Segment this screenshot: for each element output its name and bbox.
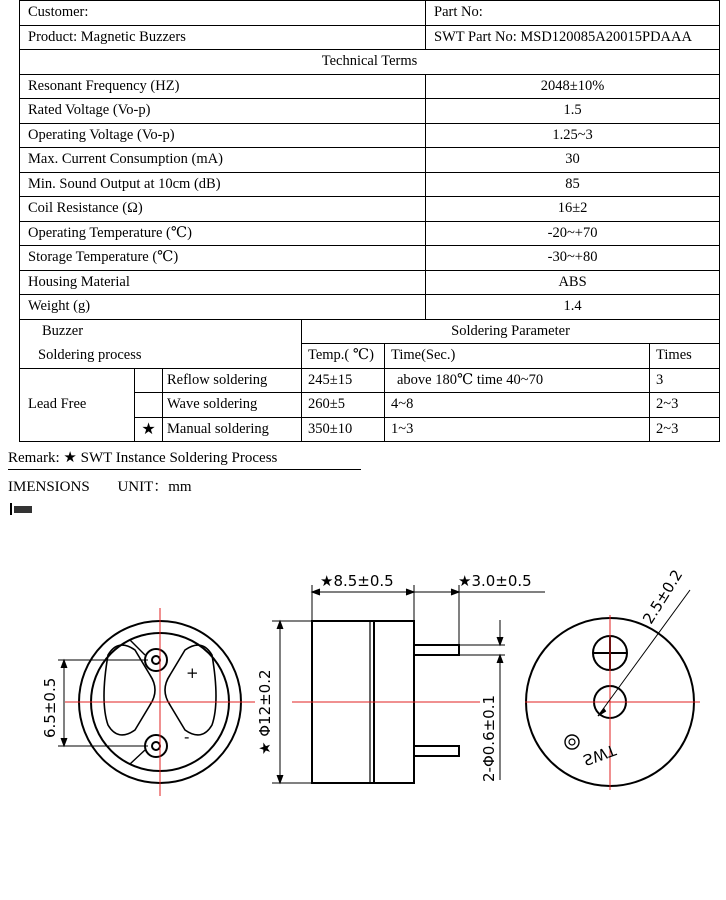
spec-row <box>20 270 720 295</box>
soldering-row <box>20 368 720 393</box>
dimension-drawing <box>0 520 726 900</box>
solder-times: 2~3 <box>650 393 720 418</box>
star-mark: ★ <box>135 417 163 442</box>
solder-times: 3 <box>650 368 720 393</box>
spec-value: 1.25~3 <box>426 123 720 148</box>
solder-temp: 350±10 <box>302 417 385 442</box>
front-centerlines <box>65 608 255 796</box>
spec-value: 1.5 <box>426 99 720 124</box>
spec-value: -20~+70 <box>426 221 720 246</box>
remark-underline <box>8 469 361 470</box>
back-hole-label: 2.5±0.2 <box>639 566 687 628</box>
spec-row <box>20 295 720 320</box>
side-pin-length-label: ★3.0±0.5 <box>458 572 532 590</box>
buzzer-label: Buzzer <box>20 319 302 344</box>
times-header: Times <box>650 344 720 369</box>
front-height-label: 6.5±0.5 <box>41 677 59 738</box>
spec-param: Weight (g) <box>20 295 426 320</box>
spec-row <box>20 172 720 197</box>
spec-row <box>20 197 720 222</box>
front-dimension-line <box>58 660 148 746</box>
solder-method: Manual soldering <box>163 417 302 442</box>
soldering-parameter-label: Soldering Parameter <box>302 319 720 344</box>
technical-terms-title: Technical Terms <box>20 50 720 75</box>
dimensions-title: IMENSIONS <box>8 479 90 495</box>
spec-param: Min. Sound Output at 10cm (dB) <box>20 172 426 197</box>
spec-param: Operating Temperature (℃) <box>20 221 426 246</box>
temp-header: Temp.( ℃) <box>302 344 385 369</box>
spec-param: Max. Current Consumption (mA) <box>20 148 426 173</box>
spec-param: Resonant Frequency (HZ) <box>20 74 426 99</box>
solder-temp: 245±15 <box>302 368 385 393</box>
spec-value: ABS <box>426 270 720 295</box>
solder-times: 2~3 <box>650 417 720 442</box>
spec-value: 16±2 <box>426 197 720 222</box>
spec-row <box>20 123 720 148</box>
spec-row <box>20 148 720 173</box>
dimensions-heading <box>8 475 192 496</box>
spec-param: Rated Voltage (Vo-p) <box>20 99 426 124</box>
remark-text: Remark: ★ SWT Instance Soldering Process <box>8 450 278 466</box>
solder-temp: 260±5 <box>302 393 385 418</box>
spec-value: 85 <box>426 172 720 197</box>
side-width-label: ★8.5±0.5 <box>320 572 394 590</box>
part-no-label: Part No: <box>426 1 720 26</box>
solder-time: above 180℃ time 40~70 <box>385 368 650 393</box>
lead-free-label: Lead Free <box>20 368 135 442</box>
solder-method: Reflow soldering <box>163 368 302 393</box>
spec-value: 1.4 <box>426 295 720 320</box>
spec-param: Storage Temperature (℃) <box>20 246 426 271</box>
customer-label: Customer: <box>20 1 426 26</box>
small-logo-icon <box>10 503 33 515</box>
minus-sign: - <box>184 728 190 746</box>
swt-part-no: SWT Part No: MSD120085A20015PDAAA <box>426 25 720 50</box>
solder-time: 1~3 <box>385 417 650 442</box>
spec-value: 2048±10% <box>426 74 720 99</box>
side-pin-diameter-label: 2-Φ0.6±0.1 <box>480 694 498 782</box>
spec-row <box>20 99 720 124</box>
time-header: Time(Sec.) <box>385 344 650 369</box>
solder-method: Wave soldering <box>163 393 302 418</box>
spec-value: 30 <box>426 148 720 173</box>
spec-row <box>20 74 720 99</box>
product-label: Product: Magnetic Buzzers <box>20 25 426 50</box>
star-mark <box>135 368 163 393</box>
spec-param: Coil Resistance (Ω) <box>20 197 426 222</box>
spec-row <box>20 246 720 271</box>
spec-value: -30~+80 <box>426 246 720 271</box>
plus-sign: + <box>186 664 199 682</box>
soldering-process-label: Soldering process <box>20 344 302 369</box>
spec-param: Housing Material <box>20 270 426 295</box>
solder-time: 4~8 <box>385 393 650 418</box>
spec-table <box>19 0 720 442</box>
dimensions-unit: UNIT：mm <box>117 479 192 495</box>
side-diameter-label: ★ Φ12±0.2 <box>256 669 274 755</box>
spec-row <box>20 221 720 246</box>
spec-param: Operating Voltage (Vo-p) <box>20 123 426 148</box>
back-brand-label: SWT <box>580 740 619 770</box>
star-mark <box>135 393 163 418</box>
